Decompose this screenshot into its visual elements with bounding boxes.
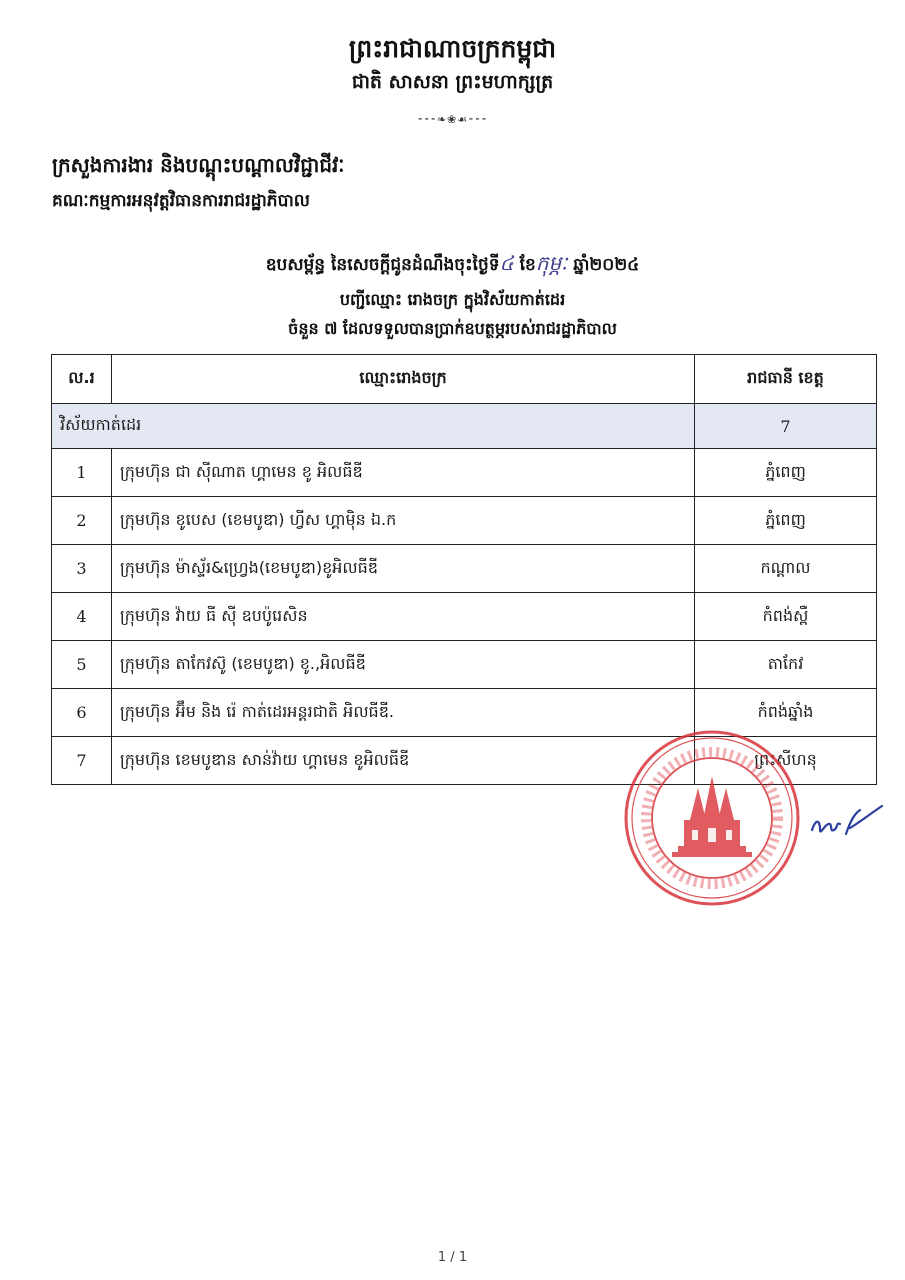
- table-row: [52, 593, 877, 641]
- row-no: 6: [52, 689, 112, 737]
- header-no: ល.រ: [52, 355, 112, 404]
- row-province: ភ្នំពេញ: [695, 497, 877, 545]
- row-factory-name: ក្រុមហ៊ុន ជា ស៊ីណាត ហ្គាមេន ខូ អិលធីឌី: [112, 449, 695, 497]
- header-province: រាជធានី ខេត្ត: [695, 355, 877, 404]
- row-no: 5: [52, 641, 112, 689]
- signature: [806, 800, 886, 844]
- official-seal: [622, 728, 802, 908]
- row-no: 4: [52, 593, 112, 641]
- table-row: [52, 449, 877, 497]
- handwritten-month: កុម្ភៈ: [535, 251, 568, 275]
- page-number: 1 / 1: [437, 1250, 468, 1265]
- row-factory-name: ក្រុមហ៊ុន ខេមបូឌាន សាន់វ៉ាយ ហ្គាមេន ខូអិលធីឌី: [112, 737, 695, 785]
- ornament-divider: ⁃⁃⁃❧❀☙⁃⁃⁃: [417, 113, 488, 126]
- kingdom-title: ព្រះរាជាណាចក្រកម្ពុជា: [348, 34, 557, 63]
- national-motto: ជាតិ សាសនា ព្រះមហាក្សត្រ: [351, 71, 554, 93]
- factory-table: [51, 354, 877, 785]
- sector-row: [52, 404, 877, 449]
- committee-name: គណៈកម្មការអនុវត្តវិធានការរាជរដ្ឋាភិបាល: [52, 191, 310, 211]
- row-no: 2: [52, 497, 112, 545]
- list-title: បញ្ជីឈ្មោះ រោងចក្រ ក្នុងវិស័យកាត់ដេរ: [339, 290, 566, 309]
- table-row: [52, 545, 877, 593]
- row-no: 7: [52, 737, 112, 785]
- sector-label: វិស័យកាត់ដេរ: [52, 404, 695, 449]
- list-subtitle: ចំនួន ៧ ដែលទទួលបានប្រាក់ឧបត្ថម្ភរបស់រាជរដ្ឋាភិបាល: [288, 319, 617, 338]
- row-no: 3: [52, 545, 112, 593]
- row-factory-name: ក្រុមហ៊ុន ម៉ាស្ទ័រ&ហ្វ្រេង(ខេមបូឌា)ខូអិលធីឌី: [112, 545, 695, 593]
- handwritten-day: ៤: [499, 251, 514, 275]
- row-province: កំពង់ស្ពឺ: [695, 593, 877, 641]
- row-province: ព្រះសីហនុ: [695, 737, 877, 785]
- header-factory-name: ឈ្មោះរោងចក្រ: [112, 355, 695, 404]
- row-factory-name: ក្រុមហ៊ុន ខូបេស (ខេមបូឌា) ហ្វីស ហ្គាម៉ិន ឯ.ក: [112, 497, 695, 545]
- sector-count: 7: [695, 404, 877, 449]
- row-factory-name: ក្រុមហ៊ុន អ៊ឹម និង រ៉េ កាត់ដេរអន្តរជាតិ អិលធីឌី.: [112, 689, 695, 737]
- annex-year: ឆ្នាំ២០២៤: [567, 255, 640, 275]
- table-header-row: [52, 355, 877, 404]
- ministry-name: ក្រសួងការងារ និងបណ្តុះបណ្តាលវិជ្ជាជីវៈ: [52, 153, 345, 177]
- annex-heading: [0, 250, 905, 280]
- row-no: 1: [52, 449, 112, 497]
- row-province: កណ្តាល: [695, 545, 877, 593]
- table-row: [52, 497, 877, 545]
- month-prefix: ខែ: [513, 255, 536, 275]
- table-row: [52, 641, 877, 689]
- row-factory-name: ក្រុមហ៊ុន តាកែវស៊ូ (ខេមបូឌា) ខូ.,អិលធីឌី: [112, 641, 695, 689]
- row-province: តាកែវ: [695, 641, 877, 689]
- row-province: កំពង់ឆ្នាំង: [695, 689, 877, 737]
- row-factory-name: ក្រុមហ៊ុន វ៉ាយ ធី ស៊ី ឧបប៉ូរេសិន: [112, 593, 695, 641]
- row-province: ភ្នំពេញ: [695, 449, 877, 497]
- annex-prefix: ឧបសម្ព័ន្ធ នៃសេចក្តីជូនដំណឹងចុះថ្ងៃទី: [265, 255, 500, 275]
